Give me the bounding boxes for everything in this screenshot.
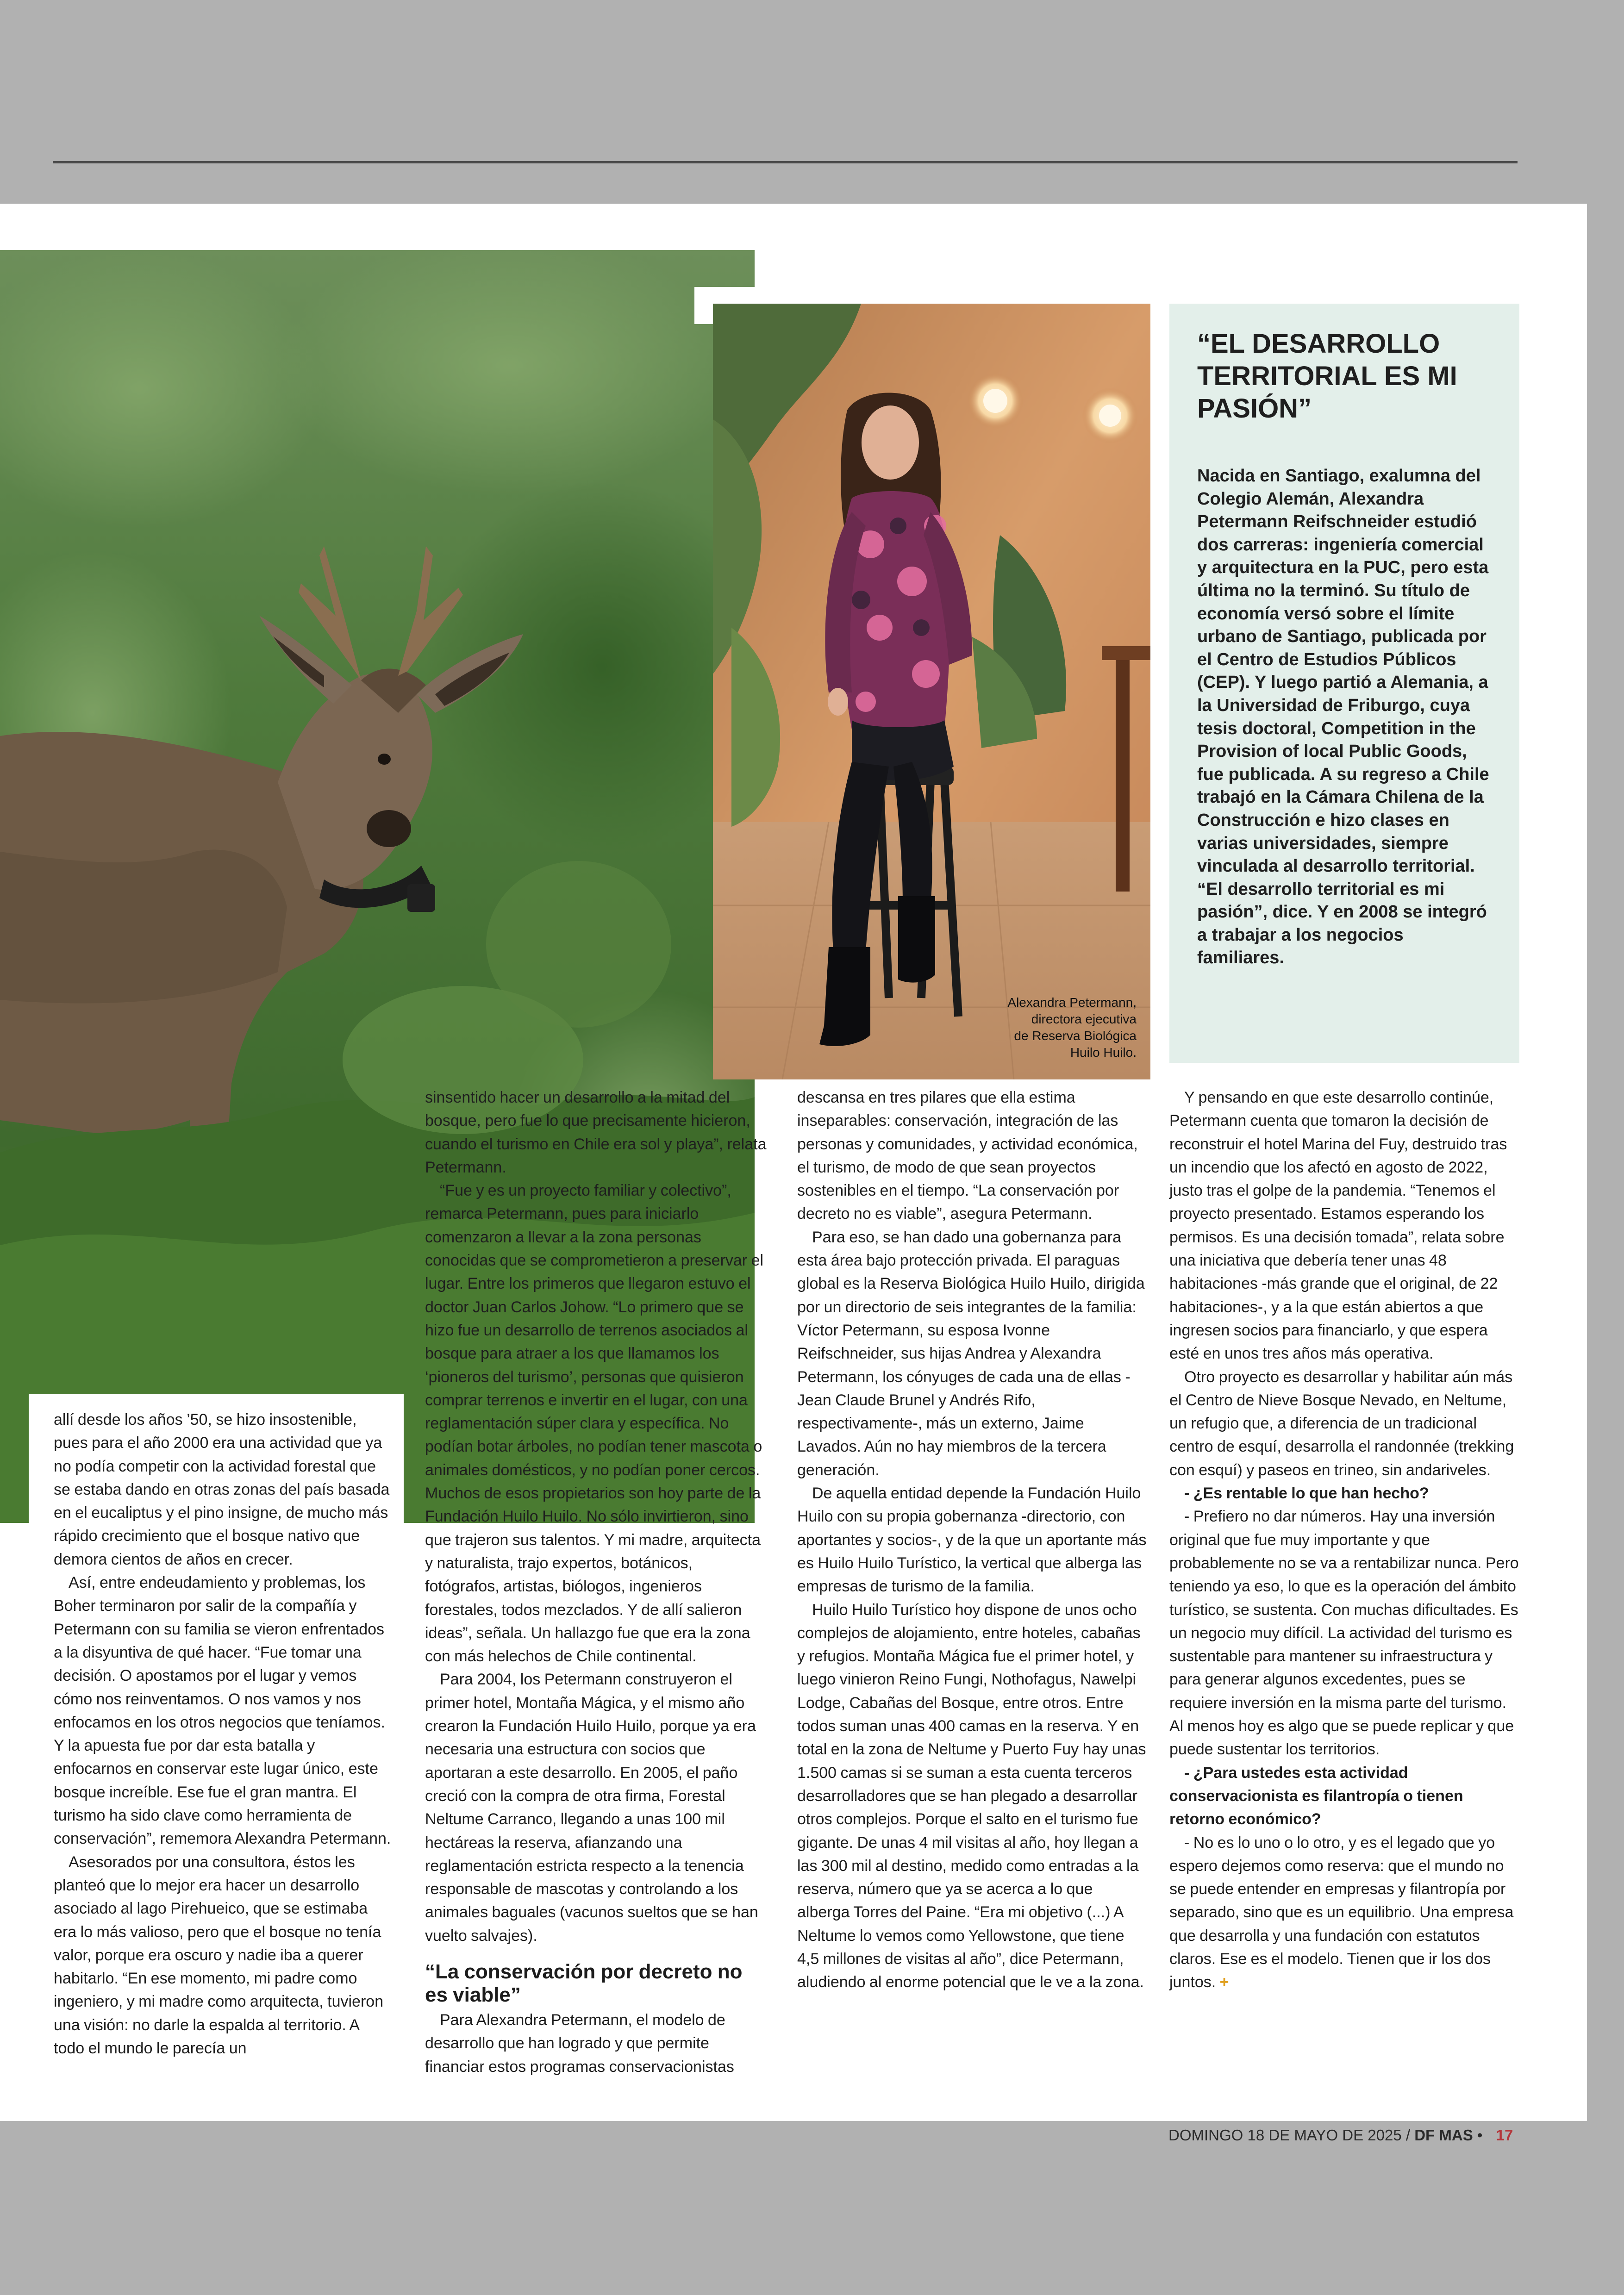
article-paragraph: Huilo Huilo Turístico hoy dispone de unos ocho complejos de alojamiento, entre hoteles, cabañas y refugios. Montaña Mágica fue el primer hotel, y luego vinieron Reino Fungi, Nothofagus, Nawelpi Lodge, Cabañas del Bosque, entre otros. Entre todos suman unas 400 camas en la reserva. Y en total en la zona de Neltume y Puerto Fuy hay unas 1.500 camas si se suman a esta cuenta terceros desarrolladores que se han plegado a desarrollar otros complejos. Porque el salto en el turismo fue gigante. De unas 4 mil visitas al año, hoy llegan a las 300 mil al destino, medido como entradas a la reserva, número que ya se acerca a lo que alberga Torres del Paine. “Era mi objetivo (...) A Neltume lo vemos como Yellowstone, que tiene 4,5 millones de visitas al año”, dice Petermann, aludiendo al enorme potencial que le ve a la zona.: [797, 1601, 1146, 1991]
sidebar-box: [1169, 304, 1519, 1063]
caption-line-place: Huilo Huilo.: [1070, 1045, 1137, 1060]
article-paragraph: sinsentido hacer un desarrollo a la mitad del bosque, pero fue lo que precisamente hicieron, cuando el turismo en Chile era sol y playa”, relata Petermann.: [425, 1089, 767, 1176]
sidebar-body: Nacida en Santiago, exalumna del Colegio Alemán, Alexandra Petermann Reifschneider estudió dos carreras: ingeniería comercial y arquitectura en la PUC, pero esta última no la terminó. Su título de economía versó sobre el límite urbano de Santiago, publicada por el Centro de Estudios Públicos (CEP). Y luego partió a Alemania, a la Universidad de Friburgo, cuya tesis doctoral, Competition in the Provision of local Public Goods, fue publicada. A su regreso a Chile trabajó en la Cámara Chilena de la Construcción e hizo clases en varias universidades, siempre vinculada al desarrollo territorial. “El desarrollo territorial es mi pasión”, dice. Y en 2008 se integró a trabajar a los negocios familiares.: [1197, 466, 1489, 968]
article-paragraph: “Fue y es un proyecto familiar y colectivo”, remarca Petermann, pues para iniciarlo comenzaron a llevar a la zona personas conocidas que se comprometieron a preservar el lugar. Entre los primeros que llegaron estuvo el doctor Juan Carlos Johow. “Lo primero que se hizo fue un desarrollo de terrenos asociados al bosque para atraer a los que llamamos los ‘pioneros del turismo’, personas que quisieron comprar terrenos e invertir en el lugar, con una reglamentación súper clara y específica. No podían botar árboles, no podían tener mascota o animales domésticos, y no podían poner cercos. Muchos de esos propietarios son hoy parte de la Fundación Huilo Huilo. No sólo invirtieron, sino que trajeron sus talentos. Y mi madre, arquitecta y naturalista, trajo expertos, botánicos, fotógrafos, artistas, biólogos, ingenieros forestales, todos mezclados. Y de allí salieron ideas”, señala. Un hallazgo fue que era la zona con más helechos de Chile continental.: [425, 1182, 764, 1665]
footer-separator: •: [1477, 2127, 1483, 2144]
sidebar-title: “EL DESARROLLO TERRITORIAL ES MI PASIÓN”: [1197, 329, 1457, 424]
interview-answer: [1169, 1831, 1521, 1994]
article-paragraph: descansa en tres pilares que ella estima inseparables: conservación, integración de las personas y comunidades, y actividad económica, el turismo, de modo de que sean proyectos sostenibles en el tiempo. “La conservación por decreto no es viable”, asegura Petermann.: [797, 1089, 1138, 1223]
article-subheading: “La conservación por decreto no es viable”: [425, 1960, 743, 2006]
footer-date: DOMINGO 18 DE MAYO DE 2025 /: [1168, 2127, 1411, 2144]
article-paragraph: Para Alexandra Petermann, el modelo de desarrollo que han logrado y que permite financiar estos programas conservacionistas: [425, 2011, 734, 2076]
page-footer: [1168, 2127, 1513, 2144]
article-paragraph: allí desde los años ’50, se hizo insostenible, pues para el año 2000 era una actividad que ya no podía competir con la actividad forestal que se estaba dando en otras zonas del país basada en el eucaliptus y el pino insigne, de mucho más rápido crecimiento que el bosque nativo que demora cientos de años en crecer.: [54, 1411, 390, 1568]
interview-answer-text: - No es lo uno o lo otro, y es el legado que yo espero dejemos como reserva: que el mundo no se puede entender en empresas y filantropía por separado, sino que es un equilibrio. Una empresa que desarrolla y una fundación con estatutos claros. Ese es el modelo. Tienen que ir los dos juntos.: [1169, 1834, 1514, 1991]
footer-publication: DF MAS: [1414, 2127, 1473, 2144]
end-mark-icon: +: [1219, 1973, 1229, 1991]
article-column-3: [797, 1086, 1149, 1994]
article-paragraph: Asesorados por una consultora, éstos les planteó que lo mejor era hacer un desarrollo asociado al lago Pirehueico, que se estimaba era lo más valioso, pero que el bosque no tenía valor, porque era oscuro y nadie iba a querer habitarlo. “En ese momento, mi padre como ingeniero, y mi madre como arquitecta, tuvieron una visión: no darle la espalda al territorio. A todo el mundo le parecía un: [54, 1853, 384, 2058]
top-rule: [53, 161, 1518, 163]
caption-line-role: directora ejecutiva: [1031, 1012, 1137, 1026]
article-paragraph: Otro proyecto es desarrollar y habilitar aún más el Centro de Nieve Bosque Nevado, en Neltume, un refugio que, a diferencia de un tradicional centro de esquí, desarrolla el randonnée (trekking con esquí) y paseos en trineo, sin andariveles.: [1169, 1368, 1514, 1479]
caption-line-org: de Reserva Biológica: [1014, 1029, 1137, 1043]
interview-question: - ¿Para ustedes esta actividad conservacionista es filantropía o tienen retorno económico?: [1169, 1764, 1463, 1828]
portrait-illustration: [713, 304, 1150, 1079]
caption-line-name: Alexandra Petermann,: [1007, 995, 1137, 1010]
photo-caption: [979, 994, 1137, 1061]
interview-question: - ¿Es rentable lo que han hecho?: [1184, 1484, 1429, 1503]
page-number: 17: [1496, 2127, 1513, 2144]
article-paragraph: Para eso, se han dado una gobernanza para esta área bajo protección privada. El paraguas global es la Reserva Biológica Huilo Huilo, dirigida por un directorio de seis integrantes de la familia: Víctor Petermann, su esposa Ivonne Reifschneider, sus hijas Andrea y Alexandra Petermann, los cónyuges de cada una de ellas -Jean Claude Brunel y Andrés Rifo, respectivamente-, más un externo, Jaime Lavados. Aún no hay miembros de la tercera generación.: [797, 1228, 1145, 1479]
article-column-2: [425, 1086, 768, 2078]
article-paragraph: De aquella entidad depende la Fundación Huilo Huilo con su propia gobernanza -directorio, con aportantes y socios-, y de la que un aportante más es Huilo Huilo Turístico, la vertical que alberga las empresas de turismo de la familia.: [797, 1484, 1147, 1596]
article-paragraph: Así, entre endeudamiento y problemas, los Boher terminaron por salir de la compañía y Petermann con su familia se vieron enfrentados a la disyuntiva de qué hacer. “Fue tomar una decisión. O apostamos por el lugar y vemos cómo nos reinventamos. O nos vamos y nos enfocamos en los otros negocios que teníamos. Y la apuesta fue por dar esta batalla y enfocarnos en conservar este lugar único, este bosque increíble. Ese fue el gran mantra. El turismo ha sido clave como herramienta de conservación”, rememora Alexandra Petermann.: [54, 1574, 391, 1848]
portrait-photo: [713, 304, 1150, 1079]
article-column-1: [54, 1408, 392, 2060]
interview-answer: - Prefiero no dar números. Hay una inversión original que fue muy importante y que probablemente no se va a rentabilizar nunca. Pero teniendo ya eso, lo que es la operación del ámbito turístico, se sustenta. Con muchas dificultades. Es un negocio muy difícil. La actividad del turismo es sustentable para mantener su infraestructura y para generar algunos excedentes, pues se requiere inversión en la misma parte del turismo. Al menos hoy es algo que se puede replicar y que puede sustentar los territorios.: [1169, 1508, 1519, 1759]
article-paragraph: Y pensando en que este desarrollo continúe, Petermann cuenta que tomaron la decisión de reconstruir el hotel Marina del Fuy, destruido tras un incendio que los afectó en agosto de 2022, justo tras el golpe de la pandemia. “Tenemos el proyecto presentado. Estamos esperando los permisos. Es una decisión tomada”, relata sobre una iniciativa que debería tener unas 48 habitaciones -más grande que el original, de 22 habitaciones-, y a la que están abiertos a que ingresen socios para financiarlo, y que espera esté en unos tres años más operativa.: [1169, 1089, 1507, 1363]
article-column-4: [1169, 1086, 1521, 1994]
article-paragraph: Para 2004, los Petermann construyeron el primer hotel, Montaña Mágica, y el mismo año crearon la Fundación Huilo Huilo, porque ya era necesaria una estructura con socios que aportaran a este desarrollo. En 2005, el paño creció con la compra de otra firma, Forestal Neltume Carranco, llegando a unas 100 mil hectáreas la reserva, afianzando una reglamentación estricta respecto a la tenencia responsable de mascotas y controlando a los animales baguales (vacunos sueltos que se han vuelto salvajes).: [425, 1671, 758, 1945]
